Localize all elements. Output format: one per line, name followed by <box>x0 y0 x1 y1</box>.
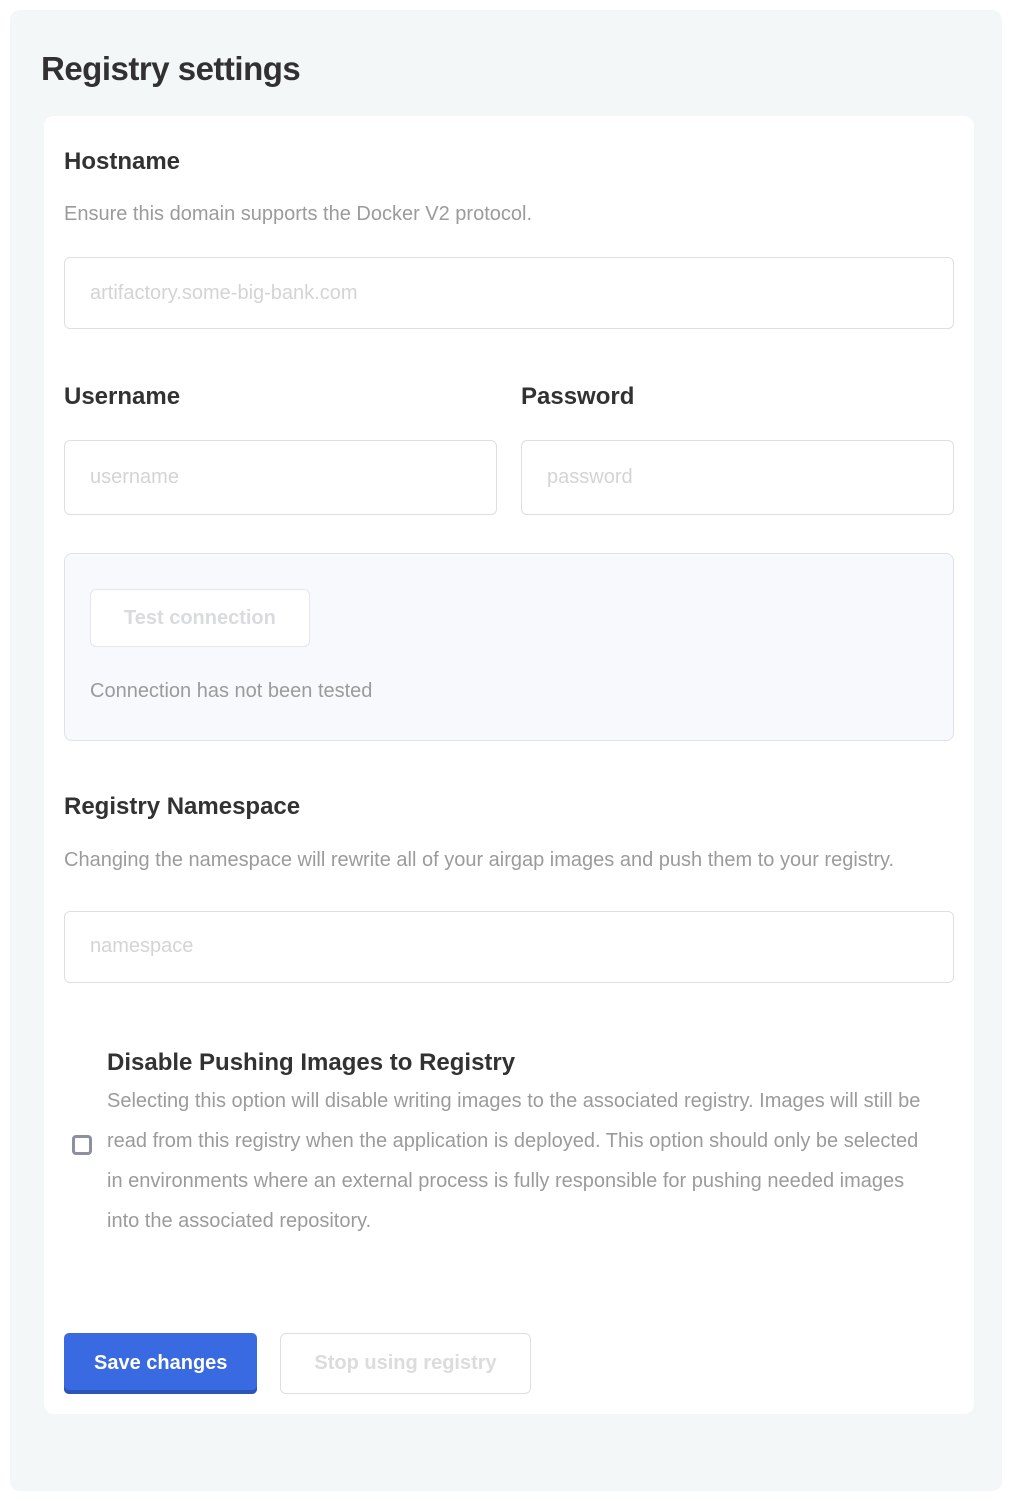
disable-push-row <box>64 1049 954 1241</box>
disable-push-checkbox[interactable] <box>72 1135 92 1155</box>
password-input[interactable] <box>521 440 954 515</box>
namespace-help-text: Changing the namespace will rewrite all of your airgap images and push them to your registry. <box>64 848 895 871</box>
stop-using-registry-button[interactable]: Stop using registry <box>280 1333 530 1394</box>
connection-status-text: Connection has not been tested <box>90 680 373 703</box>
disable-push-text-block <box>107 1049 954 1241</box>
registry-settings-page <box>10 10 1002 1491</box>
form-actions <box>64 1333 954 1394</box>
disable-push-description: Selecting this option will disable writing images to the associated registry. Images will still be read from this registry when the application is deployed. This option should only be selected in environments where an external process is fully responsible for pushing needed images into the associated repository. <box>107 1089 921 1232</box>
hostname-field <box>64 149 954 329</box>
username-label: Username <box>64 383 181 411</box>
password-field <box>521 384 954 515</box>
disable-push-label: Disable Pushing Images to Registry <box>107 1048 516 1076</box>
test-connection-button[interactable]: Test connection <box>90 589 310 647</box>
test-connection-panel <box>64 553 954 741</box>
username-field <box>64 384 497 515</box>
namespace-input[interactable] <box>64 911 954 983</box>
hostname-input[interactable] <box>64 257 954 329</box>
username-input[interactable] <box>64 440 497 515</box>
namespace-field <box>64 794 954 982</box>
hostname-help-text: Ensure this domain supports the Docker V2 protocol. <box>64 203 533 226</box>
registry-settings-card <box>44 116 974 1414</box>
password-label: Password <box>521 383 635 411</box>
credentials-row <box>64 384 954 515</box>
save-changes-button[interactable]: Save changes <box>64 1333 257 1394</box>
page-title: Registry settings <box>41 50 301 87</box>
hostname-label: Hostname <box>64 148 181 175</box>
namespace-label: Registry Namespace <box>64 793 301 821</box>
